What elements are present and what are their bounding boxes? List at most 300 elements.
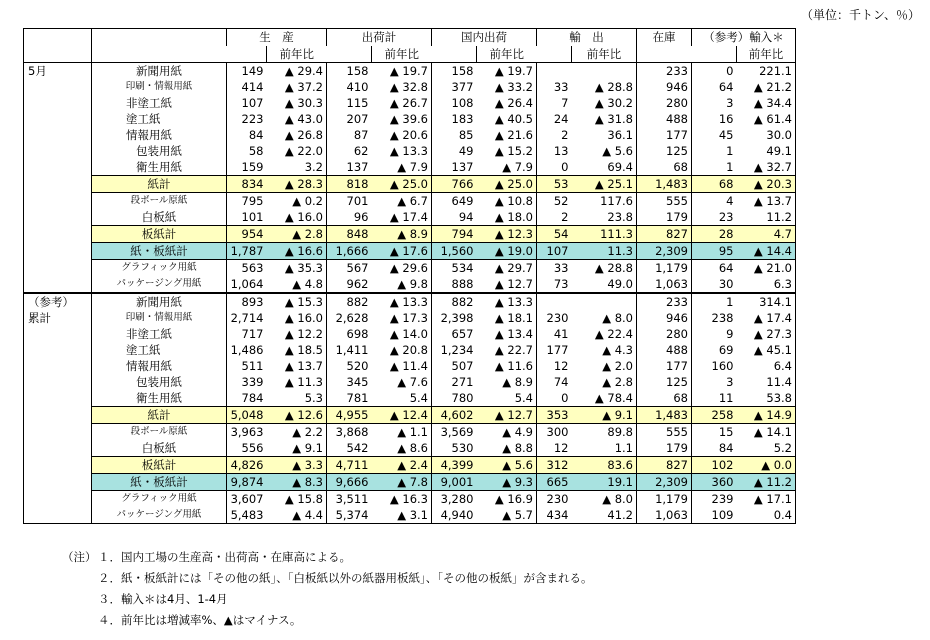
value-cell: 33 [537,260,572,277]
value-cell: 339 [227,374,267,390]
value-cell: 3,868 [327,424,372,441]
value-cell: 1,411 [327,342,372,358]
value-cell: 2,398 [432,310,477,326]
value-cell: ▲ 13.3 [372,293,432,310]
value-cell: 4,602 [432,407,477,424]
value-cell: 158 [327,63,372,80]
value-cell: 1,483 [637,176,692,193]
value-cell: 1.1 [614,441,633,455]
value-cell: 3,963 [227,424,267,441]
value-cell: 2,309 [637,474,692,491]
value-cell: 657 [432,326,477,342]
value-cell: 818 [327,176,372,193]
value-cell: ▲ 8.6 [397,441,428,455]
value-cell: 223 [227,111,267,127]
value-cell: 2,628 [327,310,372,326]
value-cell: 5,374 [327,507,372,524]
table-row [24,293,796,310]
value-cell: 345 [327,374,372,390]
value-cell: ▲ 9.3 [477,474,537,491]
row-name: 情報用紙 [92,127,227,143]
value-cell: 177 [637,358,692,374]
value-cell: ▲ 78.4 [594,391,633,405]
header-import: （参考）輸入＊ [692,29,796,47]
value-cell: 556 [227,440,267,457]
value-cell: ▲ 9.8 [397,277,428,291]
value-cell: ▲ 14.0 [389,327,428,341]
value-cell: 5,048 [227,407,267,424]
row-name: 包装用紙 [92,374,227,390]
row-name: 板紙計 [92,457,227,474]
header-yoy: 前年比 [267,46,327,63]
value-cell: ▲ 16.9 [494,492,533,506]
value-cell: 137 [432,159,477,176]
value-cell: ▲ 9.1 [292,441,323,455]
value-cell: 3,607 [227,491,267,508]
value-cell: ▲ 29.4 [284,64,323,78]
value-cell: 4,711 [327,457,372,474]
value-cell: ▲ 17.1 [737,491,796,508]
value-cell: 4,826 [227,457,267,474]
value-cell: ▲ 0.0 [737,457,796,474]
value-cell: 280 [637,95,692,111]
table-row [24,342,796,358]
value-cell: ▲ 34.4 [737,95,796,111]
table-row [24,276,796,293]
value-cell: ▲ 14.1 [737,424,796,441]
value-cell: 64 [692,79,737,95]
value-cell: 882 [327,293,372,310]
value-cell: ▲ 13.4 [494,327,533,341]
value-cell: ▲ 28.3 [267,176,327,193]
value-cell: ▲ 16.3 [389,492,428,506]
value-cell: ▲ 25.0 [477,176,537,193]
value-cell: 258 [692,407,737,424]
value-cell: 9 [692,326,737,342]
value-cell: 5.4 [409,391,428,405]
value-cell: ▲ 10.8 [494,194,533,208]
value-cell: 2,714 [227,310,267,326]
value-cell: ▲ 15.3 [267,293,327,310]
value-cell: 555 [637,424,692,441]
value-cell: 137 [327,159,372,176]
value-cell: 649 [432,193,477,210]
value-cell: ▲ 15.8 [284,492,323,506]
value-cell: 353 [537,407,572,424]
row-name: 情報用紙 [92,358,227,374]
value-cell: 511 [227,358,267,374]
value-cell: 698 [327,326,372,342]
value-cell: ▲ 28.8 [594,261,633,275]
value-cell: 563 [227,260,267,277]
value-cell: 111.3 [572,226,637,243]
note-line [62,547,593,568]
header-yoy: 前年比 [572,46,637,63]
value-cell: 233 [637,63,692,80]
table-row [24,127,796,143]
value-cell: 23.8 [607,210,633,224]
value-cell: 84 [227,127,267,143]
value-cell: ▲ 17.4 [389,210,428,224]
value-cell: 766 [432,176,477,193]
value-cell: 488 [637,111,692,127]
value-cell: 946 [637,79,692,95]
note-item: １．国内工場の生産高・出荷高・在庫高による。 [98,550,351,564]
row-name: 包装用紙 [92,143,227,159]
value-cell: 53 [537,176,572,193]
note-item: ４．前年比は増減率%、▲はマイナス。 [98,613,302,627]
value-cell: ▲ 12.4 [372,407,432,424]
value-cell: 49.0 [607,277,633,291]
value-cell: 954 [227,226,267,243]
value-cell: 542 [327,440,372,457]
value-cell: 1 [692,159,737,176]
value-cell: 62 [327,143,372,159]
value-cell: ▲ 35.3 [284,261,323,275]
value-cell: 64 [692,260,737,277]
value-cell: 68 [692,176,737,193]
value-cell: 520 [327,358,372,374]
table-row [24,374,796,390]
table-row [24,260,796,277]
row-name: グラフィック用紙 [92,260,227,277]
table-row [24,79,796,95]
header-yoy: 前年比 [372,46,432,63]
table-row [24,176,796,193]
value-cell: 4.7 [737,226,796,243]
value-cell: 1,483 [637,407,692,424]
value-cell: 16 [692,111,737,127]
row-name: 白板紙 [92,440,227,457]
value-cell: ▲ 21.6 [494,128,533,142]
value-cell: 221.1 [737,63,796,80]
value-cell: 4,940 [432,507,477,524]
value-cell: ▲ 32.7 [737,159,796,176]
value-cell: ▲ 22.0 [284,144,323,158]
value-cell: 312 [537,457,572,474]
value-cell: 54 [537,226,572,243]
value-cell: 230 [537,491,572,508]
table-row [24,63,796,80]
value-cell: 23 [692,209,737,226]
value-cell: 33 [537,79,572,95]
row-name: 印刷・情報用紙 [92,79,227,95]
value-cell: 701 [327,193,372,210]
row-name: パッケージング用紙 [92,507,227,524]
value-cell: 1 [692,293,737,310]
value-cell: 41.2 [572,507,637,524]
value-cell: 827 [637,457,692,474]
value-cell: 68 [637,390,692,407]
value-cell: ▲ 26.7 [389,96,428,110]
value-cell: ▲ 17.4 [737,310,796,326]
table-row [24,358,796,374]
value-cell: ▲ 14.9 [737,407,796,424]
value-cell: 795 [227,193,267,210]
value-cell [572,63,637,80]
value-cell: 507 [432,358,477,374]
value-cell: ▲ 4.9 [502,425,533,439]
value-cell: ▲ 1.1 [397,425,428,439]
name-header-cell [92,29,227,47]
row-name: 紙・板紙計 [92,243,227,260]
value-cell: 1,234 [432,342,477,358]
value-cell: ▲ 37.2 [284,80,323,94]
value-cell: 149 [227,63,267,80]
value-cell: ▲ 16.0 [284,311,323,325]
value-cell: ▲ 21.2 [737,79,796,95]
table-row [24,226,796,243]
value-cell: 1,179 [637,260,692,277]
value-cell: ▲ 13.3 [389,144,428,158]
section-label [24,293,92,524]
value-cell: 95 [692,243,737,260]
value-cell: ▲ 2.8 [602,375,633,389]
header-domestic: 国内出荷 [432,29,537,47]
value-cell: 1,560 [432,243,477,260]
value-cell: ▲ 3.3 [267,457,327,474]
value-cell: 158 [432,63,477,80]
value-cell: 410 [327,79,372,95]
value-cell: ▲ 12.7 [494,277,533,291]
value-cell: 534 [432,260,477,277]
row-name: 非塗工紙 [92,95,227,111]
value-cell: 717 [227,326,267,342]
value-cell: 1,666 [327,243,372,260]
value-cell: 107 [227,95,267,111]
value-cell: 41 [537,326,572,342]
value-cell: ▲ 13.3 [477,293,537,310]
value-cell: 1,179 [637,491,692,508]
value-cell: ▲ 30.2 [594,96,633,110]
row-name: 紙計 [92,407,227,424]
table-body [24,63,796,524]
value-cell: ▲ 20.8 [389,343,428,357]
value-cell: 3 [692,95,737,111]
notes [62,547,593,631]
value-cell: ▲ 21.0 [737,260,796,277]
value-cell: ▲ 11.2 [737,474,796,491]
value-cell [537,63,572,80]
value-cell: ▲ 12.2 [284,327,323,341]
value-cell: 0 [537,159,572,176]
value-cell: ▲ 0.2 [292,194,323,208]
value-cell: 230 [537,310,572,326]
value-cell: 58 [227,143,267,159]
header-shipments-total: 出荷計 [327,29,432,47]
value-cell: 6.3 [737,276,796,293]
value-cell: 2,309 [637,243,692,260]
value-cell: ▲ 12.7 [477,407,537,424]
value-cell: 12 [537,440,572,457]
table-row [24,326,796,342]
section-label-line: 累計 [28,311,51,325]
value-cell: 96 [327,209,372,226]
value-cell: 4,399 [432,457,477,474]
section-label-line: （参考） [28,295,74,309]
value-cell: 0.4 [737,507,796,524]
note-item: ３．輸入＊は4月、1-4月 [98,592,228,606]
value-cell: ▲ 15.2 [494,144,533,158]
value-cell: ▲ 17.6 [372,243,432,260]
row-name: 紙・板紙計 [92,474,227,491]
value-cell: 530 [432,440,477,457]
value-cell: 30.0 [737,127,796,143]
value-cell [572,293,637,310]
value-cell: 794 [432,226,477,243]
value-cell: 24 [537,111,572,127]
value-cell: ▲ 4.8 [292,277,323,291]
value-cell: 11.2 [737,209,796,226]
value-cell: 207 [327,111,372,127]
value-cell: 183 [432,111,477,127]
row-name: グラフィック用紙 [92,491,227,508]
value-cell: 5.3 [304,391,323,405]
header-inventory: 在庫 [637,29,692,47]
row-name: 段ボール原紙 [92,193,227,210]
value-cell: 1,063 [637,276,692,293]
value-cell: 101 [227,209,267,226]
value-cell: 115 [327,95,372,111]
value-cell: 179 [637,209,692,226]
value-cell: ▲ 2.2 [292,425,323,439]
value-cell: ▲ 5.7 [477,507,537,524]
value-cell: 94 [432,209,477,226]
value-cell: 434 [537,507,572,524]
value-cell: 12 [537,358,572,374]
value-cell: 3.2 [304,160,323,174]
value-cell: ▲ 20.6 [389,128,428,142]
value-cell: ▲ 26.8 [284,128,323,142]
value-cell: ▲ 20.3 [737,176,796,193]
value-cell: 888 [432,276,477,293]
value-cell: 834 [227,176,267,193]
value-cell: 555 [637,193,692,210]
value-cell: ▲ 16.0 [284,210,323,224]
section-label-line: 5月 [28,64,47,78]
note-item: ２．紙・板紙計には「その他の紙」、「白板紙以外の紙器用板紙」、「その他の板紙」が含まれる。 [98,571,593,585]
value-cell: ▲ 2.8 [267,226,327,243]
value-cell: 665 [537,474,572,491]
row-name: パッケージング用紙 [92,276,227,293]
header-export: 輸 出 [537,29,637,47]
table-row [24,193,796,210]
value-cell: 11.3 [572,243,637,260]
value-cell: ▲ 11.3 [284,375,323,389]
value-cell: ▲ 17.3 [389,311,428,325]
row-name: 塗工紙 [92,342,227,358]
value-cell: ▲ 30.3 [284,96,323,110]
value-cell: 179 [637,440,692,457]
value-cell: 9,001 [432,474,477,491]
value-cell: ▲ 7.9 [502,160,533,174]
value-cell: 109 [692,507,737,524]
value-cell: ▲ 2.0 [602,359,633,373]
value-cell: ▲ 7.8 [372,474,432,491]
table-row [24,407,796,424]
value-cell: 5,483 [227,507,267,524]
value-cell: 53.8 [737,390,796,407]
value-cell: 13 [537,143,572,159]
value-cell: ▲ 18.1 [494,311,533,325]
row-name: 紙計 [92,176,227,193]
table-row [24,507,796,524]
value-cell: ▲ 13.7 [737,193,796,210]
value-cell: 9,666 [327,474,372,491]
value-cell: 314.1 [737,293,796,310]
note-line [62,589,593,610]
row-name: 新聞用紙 [92,293,227,310]
value-cell: 28 [692,226,737,243]
value-cell: ▲ 8.8 [502,441,533,455]
value-cell: 882 [432,293,477,310]
value-cell: 1,486 [227,342,267,358]
value-cell: ▲ 8.0 [602,311,633,325]
value-cell: ▲ 8.9 [372,226,432,243]
value-cell: 7 [537,95,572,111]
header-yoy: 前年比 [477,46,537,63]
table-row [24,440,796,457]
row-name: 板紙計 [92,226,227,243]
value-cell: 87 [327,127,372,143]
value-cell [537,293,572,310]
value-cell: 15 [692,424,737,441]
value-cell: 280 [637,326,692,342]
value-cell: 85 [432,127,477,143]
value-cell: 69 [692,342,737,358]
value-cell: 108 [432,95,477,111]
value-cell: 1,063 [637,507,692,524]
value-cell: 83.6 [572,457,637,474]
table-row [24,243,796,260]
value-cell: 11 [692,390,737,407]
value-cell: ▲ 61.4 [737,111,796,127]
value-cell: 3,569 [432,424,477,441]
value-cell: ▲ 13.7 [284,359,323,373]
value-cell: ▲ 27.3 [737,326,796,342]
table-row [24,424,796,441]
value-cell: ▲ 4.3 [602,343,633,357]
row-name: 衛生用紙 [92,159,227,176]
value-cell: 1,787 [227,243,267,260]
value-cell: 0 [692,63,737,80]
value-cell: ▲ 11.6 [494,359,533,373]
value-cell: 49 [432,143,477,159]
value-cell: ▲ 8.0 [602,492,633,506]
value-cell: ▲ 32.8 [389,80,428,94]
value-cell: 238 [692,310,737,326]
value-cell: 89.8 [607,425,633,439]
value-cell: ▲ 4.4 [267,507,327,524]
value-cell: 30 [692,276,737,293]
table-row [24,474,796,491]
value-cell: 9,874 [227,474,267,491]
value-cell: ▲ 12.6 [267,407,327,424]
value-cell: 69.4 [607,160,633,174]
value-cell: 19.1 [572,474,637,491]
header-yoy: 前年比 [737,46,796,63]
value-cell: 177 [637,127,692,143]
table-row [24,111,796,127]
value-cell: ▲ 3.1 [372,507,432,524]
value-cell: 177 [537,342,572,358]
value-cell: 3 [692,374,737,390]
value-cell: ▲ 6.7 [397,194,428,208]
value-cell: 780 [432,390,477,407]
value-cell: 107 [537,243,572,260]
value-cell: ▲ 25.0 [372,176,432,193]
value-cell: 6.4 [737,358,796,374]
